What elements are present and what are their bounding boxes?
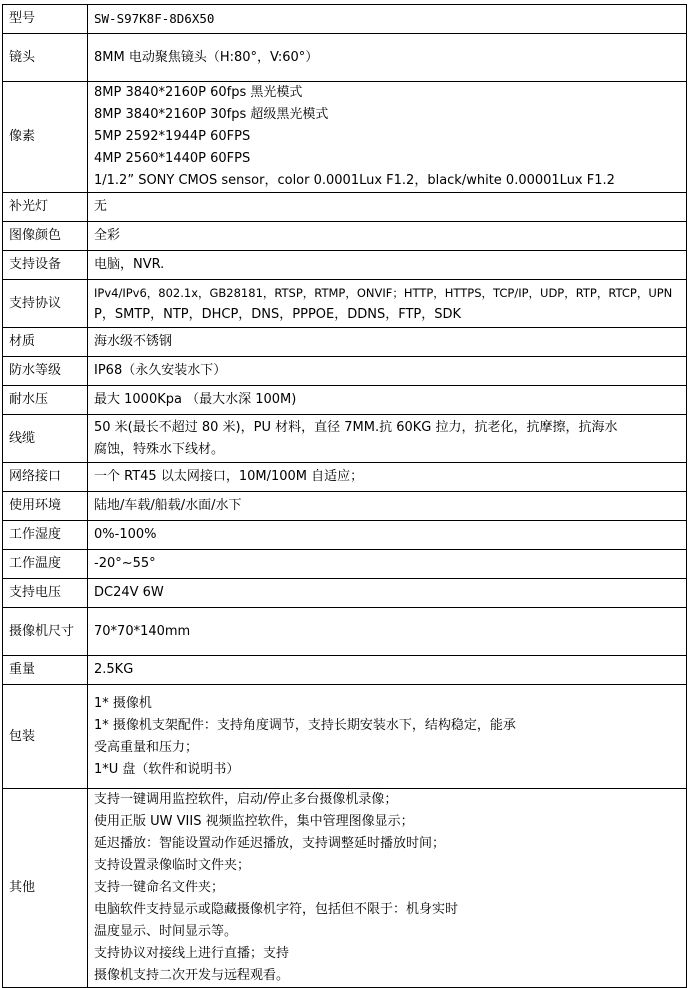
spec-value-line: 8MP 3840*2160P 60fps 黑光模式: [94, 85, 303, 100]
spec-row: [3, 280, 687, 328]
spec-value-line: 0%-100%: [94, 527, 157, 542]
spec-value-line: 无: [94, 199, 108, 214]
spec-label: 包装: [3, 685, 88, 789]
spec-value: [88, 579, 687, 608]
spec-value-line: 电脑，NVR.: [94, 257, 165, 272]
spec-value: [88, 222, 687, 251]
spec-value-line: 支持一键命名文件夹；: [94, 880, 225, 895]
spec-value: [88, 386, 687, 415]
spec-row: [3, 193, 687, 222]
spec-value-line: 1*U 盘（软件和说明书）: [94, 761, 240, 777]
spec-value-line: IPv4/IPv6，802.1x，GB28181，RTSP，RTMP，ONVIF；HTTP，HTTPS，TCP/IP，UDP，RTP，RTCP，UPN: [94, 285, 673, 300]
spec-value-line: 电脑软件支持显示或隐藏摄像机字符，包括但不限于：机身实时: [94, 902, 459, 917]
spec-value: [88, 251, 687, 280]
spec-label: 支持协议: [3, 280, 88, 328]
spec-label: 材质: [3, 328, 88, 357]
spec-row: [3, 251, 687, 280]
spec-label: 补光灯: [3, 193, 88, 222]
spec-value-line: 支持设置录像临时文件夹；: [94, 858, 251, 873]
spec-row: [3, 789, 687, 988]
spec-value-line: 1/1.2” SONY CMOS sensor，color 0.0001Lux F1.2，black/white 0.00001Lux F1.2: [94, 173, 615, 188]
spec-value-line: 70*70*140mm: [94, 623, 191, 639]
spec-label: 其他: [3, 789, 88, 988]
spec-value: [88, 328, 687, 357]
spec-table: [2, 4, 687, 988]
spec-row: [3, 579, 687, 608]
spec-label: 工作湿度: [3, 521, 88, 550]
spec-value-line: -20°~55°: [94, 556, 156, 571]
spec-row: [3, 386, 687, 415]
spec-value-line: 支持协议对接线上进行直播；支持: [94, 946, 290, 961]
spec-value: [88, 82, 687, 193]
spec-label: 防水等级: [3, 357, 88, 386]
spec-label: 摄像机尺寸: [3, 608, 88, 656]
spec-value: [88, 685, 687, 789]
spec-value: [88, 492, 687, 521]
spec-row: [3, 5, 687, 34]
spec-value-line: 2.5KG: [94, 662, 134, 677]
spec-label: 镜头: [3, 34, 88, 82]
spec-label: 图像颜色: [3, 222, 88, 251]
spec-value-line: 支持一键调用监控软件，启动/停止多台摄像机录像；: [94, 792, 398, 807]
spec-value: [88, 463, 687, 492]
spec-value-line: 腐蚀，特殊水下线材。: [94, 441, 225, 457]
spec-value: [88, 193, 687, 222]
spec-label: 使用环境: [3, 492, 88, 521]
spec-label: 耐水压: [3, 386, 88, 415]
spec-label: 像素: [3, 82, 88, 193]
spec-value-line: 延迟播放：智能设置动作延迟播放，支持调整延时播放时间；: [94, 836, 446, 851]
spec-value-line: IP68（永久安装水下）: [94, 363, 227, 378]
spec-row: [3, 656, 687, 685]
spec-value: [88, 608, 687, 656]
spec-row: [3, 415, 687, 463]
spec-label: 工作温度: [3, 550, 88, 579]
spec-value-line: 海水级不锈钢: [94, 334, 173, 349]
spec-row: [3, 608, 687, 656]
spec-table-body: [3, 5, 687, 988]
spec-row: [3, 550, 687, 579]
spec-value-line: 摄像机支持二次开发与远程观看。: [94, 968, 290, 983]
spec-row: [3, 328, 687, 357]
spec-label: 支持电压: [3, 579, 88, 608]
spec-value: [88, 789, 687, 988]
spec-value-line: 5MP 2592*1944P 60FPS: [94, 129, 251, 144]
spec-value-line: 最大 1000Kpa （最大水深 100M): [94, 392, 297, 407]
spec-label: 线缆: [3, 415, 88, 463]
spec-value-line: 使用正版 UW VIIS 视频监控软件，集中管理图像显示；: [94, 814, 414, 829]
spec-value: [88, 521, 687, 550]
spec-value: [88, 656, 687, 685]
spec-value-line: SW-S97K8F-8D6X50: [94, 11, 215, 26]
spec-value-line: 温度显示、时间显示等。: [94, 924, 238, 939]
spec-label: 支持设备: [3, 251, 88, 280]
spec-value-line: P，SMTP，NTP，DHCP，DNS，PPPOE，DDNS，FTP，SDK: [94, 306, 462, 322]
spec-row: [3, 463, 687, 492]
spec-row: [3, 521, 687, 550]
spec-value-line: 8MM 电动聚焦镜头（H:80°，V:60°）: [94, 49, 319, 65]
spec-value-line: 1* 摄像机: [94, 695, 152, 711]
spec-value: [88, 34, 687, 82]
spec-value-line: 4MP 2560*1440P 60FPS: [94, 151, 251, 166]
spec-label: 重量: [3, 656, 88, 685]
spec-value-line: 陆地/车载/船载/水面/水下: [94, 498, 242, 513]
spec-value: [88, 357, 687, 386]
spec-row: [3, 34, 687, 82]
spec-value-line: 50 米(最长不超过 80 米)，PU 材料，直径 7MM.抗 60KG 拉力，抗老化，抗摩擦，抗海水: [94, 419, 618, 435]
spec-value-line: 一个 RT45 以太网接口，10M/100M 自适应；: [94, 469, 364, 484]
spec-row: [3, 82, 687, 193]
spec-value: [88, 550, 687, 579]
spec-value-line: DC24V 6W: [94, 585, 164, 600]
spec-value-line: 全彩: [94, 228, 121, 243]
spec-value: [88, 415, 687, 463]
spec-row: [3, 222, 687, 251]
spec-row: [3, 492, 687, 521]
spec-value: [88, 280, 687, 328]
spec-row: [3, 685, 687, 789]
spec-label: 网络接口: [3, 463, 88, 492]
spec-value-line: 8MP 3840*2160P 30fps 超级黑光模式: [94, 107, 329, 122]
spec-label: 型号: [3, 5, 88, 34]
spec-value: [88, 5, 687, 34]
spec-row: [3, 357, 687, 386]
spec-value-line: 受高重量和压力；: [94, 739, 199, 755]
spec-value-line: 1* 摄像机支架配件：支持角度调节，支持长期安装水下，结构稳定，能承: [94, 717, 516, 733]
